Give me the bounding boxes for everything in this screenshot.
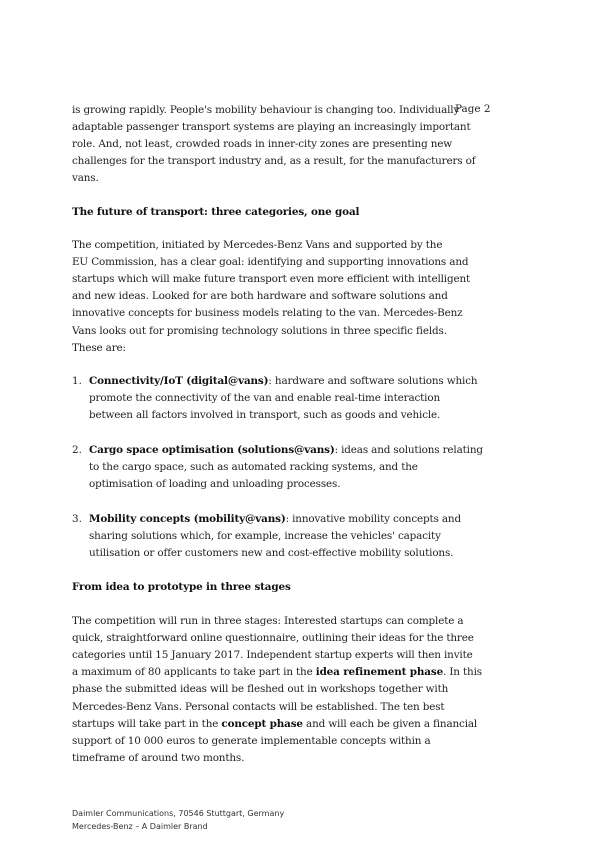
bold-text: Cargo space optimisation (solutions@vans) — [89, 444, 335, 456]
list-number: 1. — [72, 375, 82, 387]
paragraph-line — [72, 700, 444, 714]
list-number: 2. — [72, 444, 82, 456]
paragraph-line — [72, 734, 431, 748]
paragraph-line — [72, 751, 244, 765]
text: quick, straightforward online questionnaire, outlining their ideas for the three — [72, 632, 474, 645]
text: Mercedes-Benz Vans. Personal contacts will be established. The ten best — [72, 700, 445, 713]
text: challenges for the transport industry and, as a result, for the manufacturers of — [72, 155, 476, 168]
paragraph-line — [72, 306, 463, 320]
paragraph-line — [72, 324, 447, 338]
paragraph-line — [72, 272, 470, 286]
bold-text: From idea to prototype in three stages — [72, 581, 291, 593]
paragraph-line — [72, 103, 459, 117]
paragraph-line — [72, 631, 474, 645]
text: EU Commission, has a clear goal: identifying and supporting innovations and — [72, 256, 469, 269]
paragraph-line — [72, 255, 468, 269]
text: adaptable passenger transport systems are playing an increasingly important — [72, 121, 471, 134]
paragraph-line — [72, 120, 470, 134]
text: These are: — [72, 341, 126, 354]
bold-text: concept phase — [221, 717, 303, 730]
footer-brand: Mercedes-Benz – A Daimler Brand — [72, 822, 208, 831]
text: between all factors involved in transport, such as goods and vehicle. — [89, 409, 441, 422]
text: startups will take part in the — [72, 717, 222, 730]
text: vans. — [72, 172, 99, 185]
page-number: Page 2 — [455, 103, 491, 115]
text: and will each be given a financial — [302, 717, 478, 730]
text: sharing solutions which, for example, increase the vehicles' capacity — [89, 530, 441, 543]
list-item-line — [89, 512, 461, 526]
list-number: 3. — [72, 513, 82, 525]
text: timeframe of around two months. — [72, 751, 245, 764]
paragraph-line — [72, 238, 442, 252]
text: . In this — [443, 666, 482, 679]
paragraph-line — [72, 682, 448, 696]
text: promote the connectivity of the van and enable real-time interaction — [89, 392, 441, 405]
text: innovative concepts for business models relating to the van. Mercedes-Benz — [72, 307, 463, 320]
paragraph-line — [72, 341, 126, 355]
bold-text: The future of transport: three categories, one goal — [72, 206, 360, 218]
text: utilisation or offer customers new and cost-effective mobility solutions. — [89, 547, 454, 560]
list-item-line — [89, 529, 441, 543]
list-item-line — [89, 460, 418, 474]
bold-text: Mobility concepts (mobility@vans) — [89, 513, 286, 525]
list-item-line — [89, 391, 440, 405]
text: startups which will make future transport even more efficient with intelligent — [72, 273, 471, 286]
list-item-line — [89, 408, 440, 422]
text: and new ideas. Looked for are both hardware and software solutions and — [72, 290, 448, 303]
paragraph-line — [72, 717, 477, 731]
text: The competition will run in three stages: Interested startups can complete a — [72, 615, 464, 627]
paragraph-line — [72, 289, 448, 303]
section-heading — [72, 205, 359, 219]
text: role. And, not least, crowded roads in inner-city zones are presenting new — [72, 138, 453, 151]
paragraph-line — [72, 648, 473, 662]
bold-text: Connectivity/IoT (digital@vans) — [89, 375, 269, 387]
list-item-line — [89, 374, 477, 388]
footer-address: Daimler Communications, 70546 Stuttgart, Germany — [72, 809, 285, 818]
paragraph-line — [72, 137, 452, 151]
text: categories until 15 January 2017. Independent startup experts will then invite — [72, 649, 473, 662]
paragraph-line — [72, 614, 463, 628]
paragraph-line — [72, 171, 99, 185]
section-heading — [72, 580, 291, 594]
text: support of 10 000 euros to generate implementable concepts within a — [72, 734, 431, 747]
paragraph-line — [72, 154, 475, 168]
text: : hardware and software solutions which — [268, 375, 478, 387]
bold-text: idea refinement phase — [315, 666, 444, 679]
text: a maximum of 80 applicants to take part in the — [72, 666, 316, 679]
text: phase the submitted ideas will be fleshed out in workshops together with — [72, 683, 449, 696]
list-item-line — [89, 546, 453, 560]
list-item-line — [89, 477, 340, 491]
text: Vans looks out for promising technology solutions in three specific fields. — [72, 324, 447, 337]
text: is growing rapidly. People's mobility behaviour is changing too. Individually — [72, 104, 460, 116]
paragraph-line — [72, 665, 482, 679]
text: : innovative mobility concepts and — [285, 513, 461, 525]
text: : ideas and solutions relating — [334, 444, 483, 456]
text: optimisation of loading and unloading processes. — [89, 478, 341, 491]
list-item-line — [89, 443, 483, 457]
text: The competition, initiated by Mercedes-Benz Vans and supported by the — [72, 239, 443, 251]
text: to the cargo space, such as automated racking systems, and the — [89, 461, 418, 474]
